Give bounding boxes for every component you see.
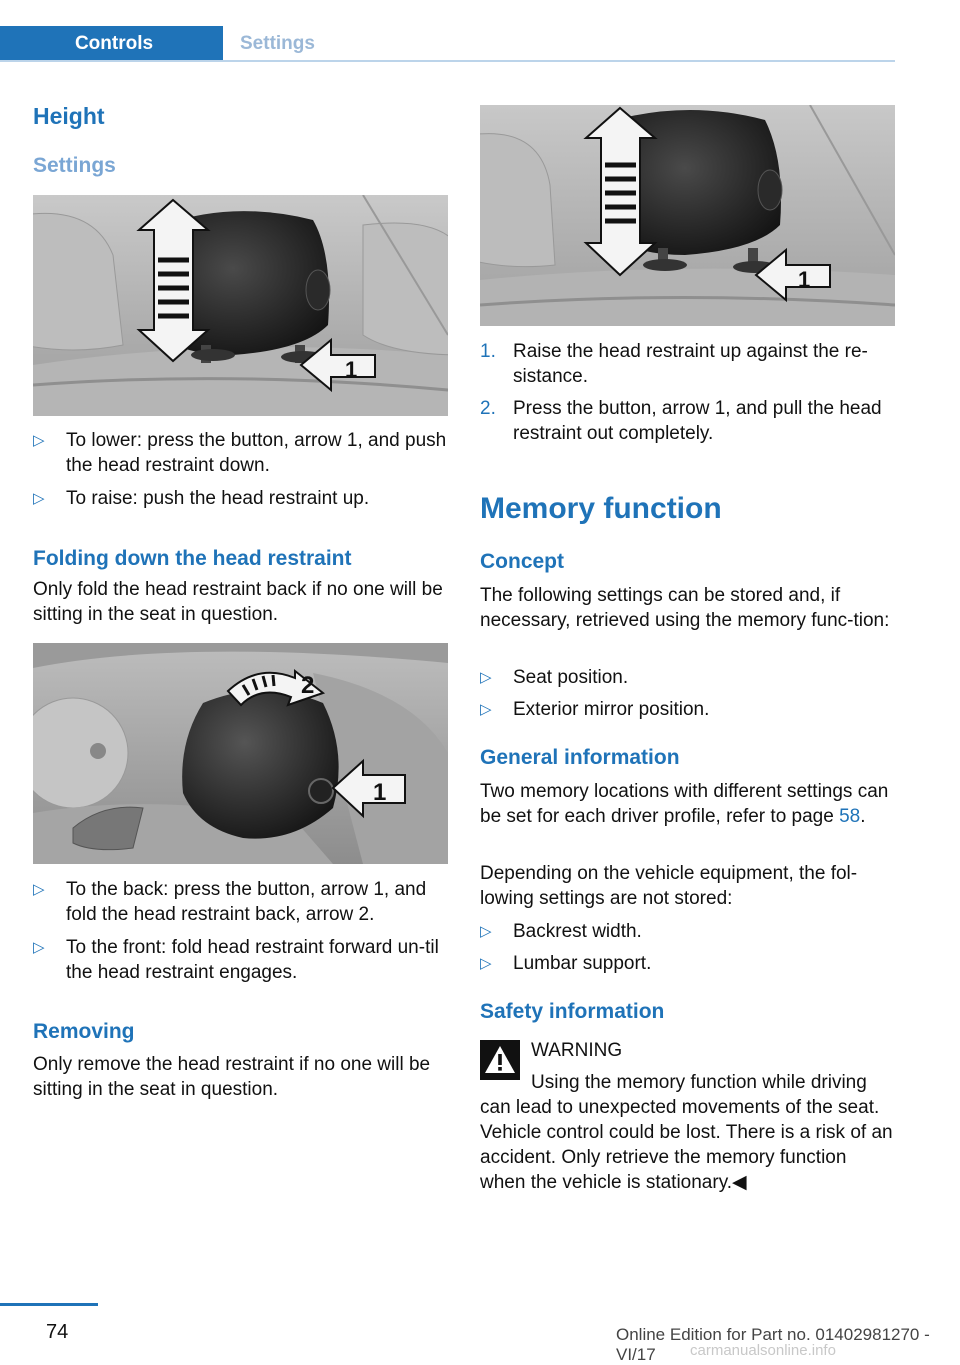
heading-concept: Concept (480, 550, 564, 573)
header-tabs (0, 26, 895, 62)
paragraph-removing: Only remove the head restraint if no one will be sitting in the seat in question. (33, 1054, 431, 1100)
warning-text-first: Using the memory function while driving (531, 1072, 867, 1093)
page-link[interactable]: 58 (839, 806, 861, 827)
triangle-bullet-icon: ▷ (33, 881, 45, 898)
warning-title: WARNING (531, 1040, 623, 1061)
heading-removing: Removing (33, 1020, 135, 1043)
heading-folding: Folding down the head restraint (33, 547, 352, 570)
triangle-bullet-icon: ▷ (480, 923, 492, 940)
triangle-bullet-icon: ▷ (33, 432, 45, 449)
headrest-folding-illustration (33, 643, 448, 864)
tab-controls[interactable]: Controls (0, 26, 223, 62)
triangle-bullet-icon: ▷ (480, 701, 492, 718)
headrest-removal-illustration (480, 105, 895, 326)
callout-1: 1 (345, 357, 358, 382)
page-number: 74 (46, 1321, 69, 1343)
edition-note: Online Edition for Part no. 01402981270 - VI/17 (616, 1325, 930, 1364)
paragraph-folding: Only fold the head restraint back if no one will be sitting in the seat in question. (33, 579, 443, 625)
paragraph-general-2: Depending on the vehicle equipment, the fol-lowing settings are not stored: (480, 863, 858, 909)
heading-height: Height (33, 103, 105, 129)
warning-text: can lead to unexpected movements of the seat. Vehicle control could be lost. There is a risk of an accident. Only retrieve the memory function when the vehicle is stationary.◀ (480, 1097, 893, 1193)
heading-safety-information: Safety information (480, 1000, 665, 1023)
tab-settings[interactable]: Settings (240, 33, 315, 54)
figure-height-adjust (33, 195, 448, 416)
warning-icon (480, 1040, 520, 1080)
triangle-bullet-icon: ▷ (33, 490, 45, 507)
callout-2: 2 (301, 672, 315, 699)
triangle-bullet-icon: ▷ (480, 669, 492, 686)
paragraph-general: Two memory locations with different settings can be set for each driver profile, refer to page 58. (480, 781, 889, 827)
triangle-bullet-icon: ▷ (480, 955, 492, 972)
header-divider (0, 60, 895, 62)
heading-settings: Settings (33, 154, 116, 177)
figure-removing (480, 105, 895, 326)
callout-1: 1 (373, 779, 387, 806)
paragraph-concept: The following settings can be stored and, if necessary, retrieved using the memory func-tion: (480, 585, 890, 631)
callout-1: 1 (798, 267, 811, 292)
heading-general-information: General information (480, 746, 680, 769)
footer-accent-line (0, 1303, 98, 1306)
heading-memory-function: Memory function (480, 492, 722, 525)
triangle-bullet-icon: ▷ (33, 939, 45, 956)
watermark: carmanualsonline.info (690, 1342, 836, 1359)
figure-folding (33, 643, 448, 864)
headrest-height-illustration (33, 195, 448, 416)
